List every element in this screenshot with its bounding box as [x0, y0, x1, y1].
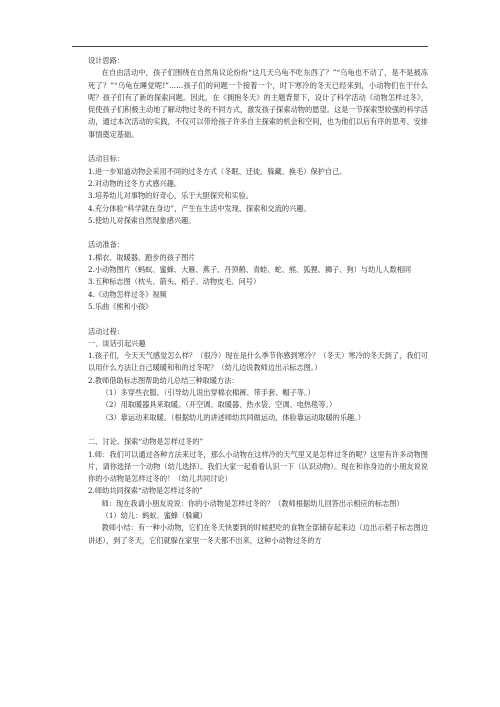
process-line: （2）用取暖器具来取暖。（开空调、取暖器、热水袋、空调、电热毯等。） [101, 400, 337, 410]
prep-item: 5.乐曲《熊和小孩》 [88, 301, 153, 311]
process-line: 二、讨论、探索“动物是怎样过冬的” [88, 437, 204, 447]
spacer [88, 424, 428, 436]
document-body [88, 55, 428, 547]
goal-item: 5.使幼儿对探索自然现象感兴趣。 [88, 215, 196, 225]
prep-item: 1.棉衣、取暖器、跑步的孩子图片 [88, 252, 196, 262]
goals-heading: 活动目标： [88, 154, 124, 164]
process-line: （1）幼儿：蚂蚁、蜜蜂（躲藏） [101, 510, 207, 520]
goal-item: 2.对动物的过冬方式感兴趣。 [88, 178, 182, 188]
process-line: 1.孩子们，今天天气感觉怎么样？（很冷）现在是什么季节你感到寒冷？（冬天）寒冷的冬天到了，我们可以用什么方法让自己暖暖和和的过冬呢？（幼儿边说教师边出示标志图。） [88, 351, 428, 373]
prep-item: 3.五种标志图（枕头、箭头、稻子、动物皮毛、问号） [88, 277, 261, 287]
process-heading: 活动过程： [88, 326, 124, 336]
process-line: 1.师：我们可以通过各种方法来过冬，那么小动物在这样冷的天气里又是怎样过冬的呢？这里有许多动物图片，请你选择一个动物（幼儿选择）。我们大家一起看看认识一下（认识动物）。现在和你身边的小朋友说说你的小动物是怎样过冬的！（幼儿共同讨论） [88, 449, 428, 484]
prep-item: 2.小动物图片（蚂蚁、蜜蜂、大雁、燕子、丹顶鹤、青蛙、蛇、熊、狐狸、狮子、狗）与幼儿人数相同 [88, 265, 412, 275]
process-line: （3）靠运动来取暖。（根据幼儿的讲述师幼共同做运动，体验靠运动取暖的乐趣。） [101, 412, 365, 422]
process-line: 2.师幼共同探索“动物是怎样过冬的” [88, 486, 203, 496]
process-line: 教师小结：有一种小动物，它们在冬天快要到的时候把吃的食物全部储存起来边（边出示稻子标志图边讲述），到了冬天，它们就躲在家里一冬天都不出来，这种小动物过冬的方 [88, 523, 428, 545]
process-line: 2.教师借助标志图帮助幼儿总结三种取暖方法： [88, 375, 239, 385]
prep-item: 4.《动物怎样过冬》视频 [88, 289, 167, 299]
prep-heading: 活动准备： [88, 240, 124, 250]
goal-item: 4.充分体验“科学就在身边”，产生在生活中发现、探索和交流的兴趣。 [88, 203, 311, 213]
design-paragraph: 在自由活动中，孩子们围绕在自然角议论纷纷“这几天乌龟不吃东西了？”“乌龟也不动了，是不是被冻死了？”“乌龟在睡觉呢!”……孩子们的问题一个接着一个，时下寒冷的冬天已经来到，小动物们在干什么呢？孩子们有了新的探索问题。因此，在《拥抱冬天》的主题背景下，设计了科学活动《动物怎样过冬》，促使孩子们积极主动地了解动物过冬的不同方式，激发孩子探索动物的愿望。这是一节探索型较强的科学活动，通过本次活动的实践，不仅可以带给孩子许多自主探索的机会和空间，也为他们以后有序的思考、安排事情奠定基础。 [88, 68, 428, 139]
design-heading: 设计思路： [88, 56, 124, 65]
process-line: 一、谈话引起兴趣 [88, 338, 146, 348]
spacer [88, 141, 428, 153]
goal-item: 1.进一步知道动物会采用不同的过冬方式（冬眠、迁徙、躲藏、换毛）保护自己。 [88, 166, 347, 176]
goal-item: 3.培养幼儿对事物的好奇心，乐于大胆探究和实验。 [88, 191, 253, 201]
spacer [88, 313, 428, 325]
process-line: 师：现在我请小朋友说说：你的小动物是怎样过冬的？（教师根据幼儿回答出示相应的标志图） [101, 498, 404, 508]
spacer [88, 227, 428, 239]
process-line: （1）多穿些衣服。（引导幼儿说出穿棉衣棉裤、带手套、帽子等。） [101, 388, 315, 398]
header-rule [72, 46, 428, 47]
